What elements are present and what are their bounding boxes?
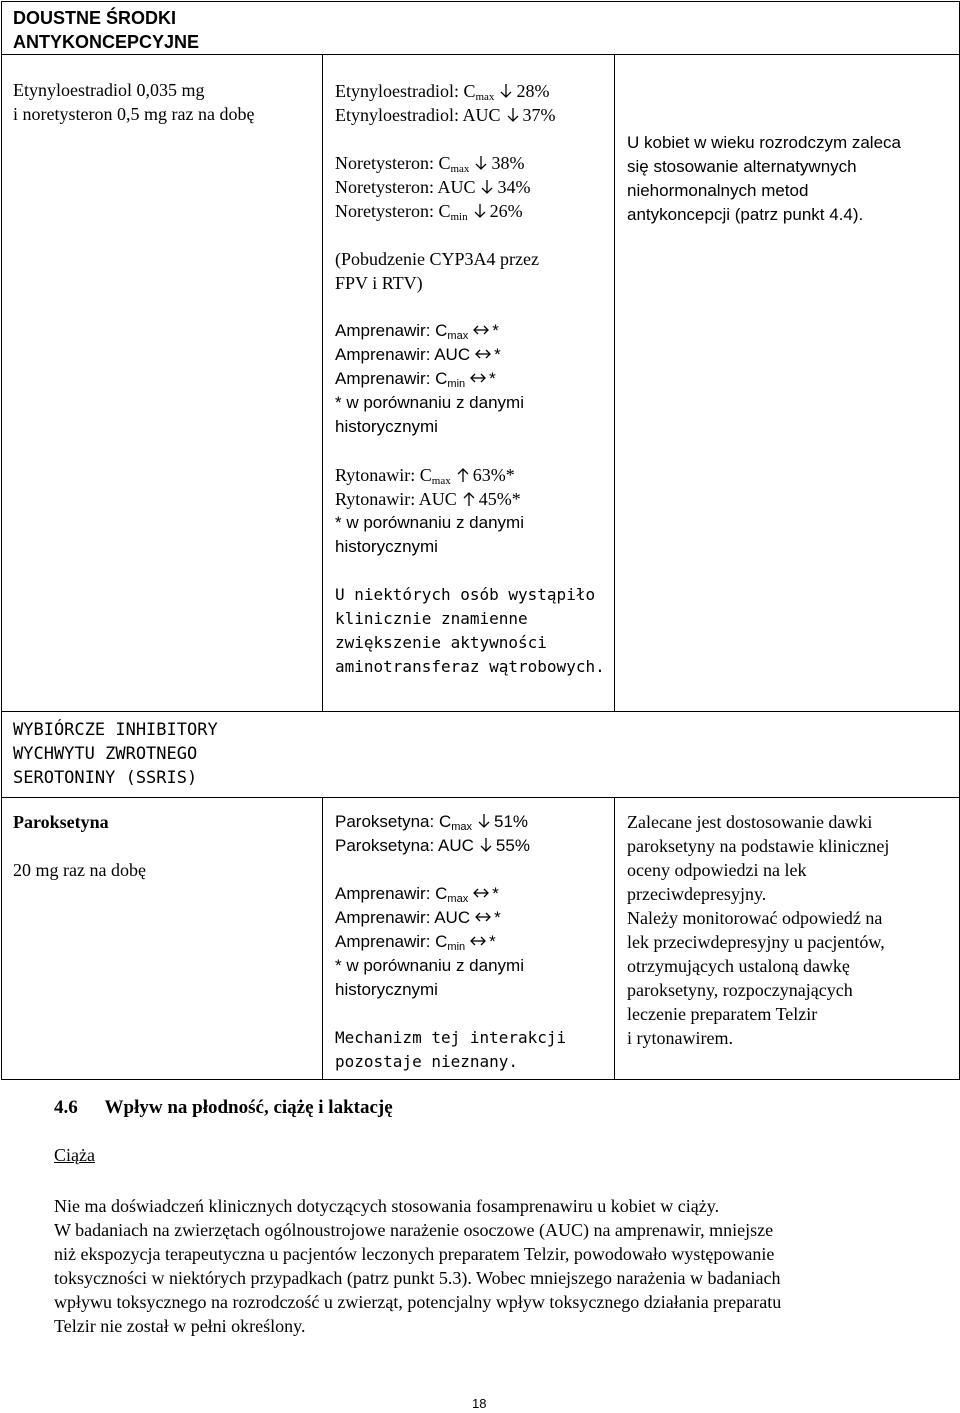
paragraph-line: niż ekspozycja terapeutyczna u pacjentów leczonych preparatem Telzir, powodowało występowanie <box>54 1244 775 1264</box>
drug-name-line: Etynyloestradiol 0,035 mg <box>13 80 205 100</box>
paragraph-line: W badaniach na zwierzętach ogólnoustrojowe narażenie osoczowe (AUC) na amprenawir, mniejsze <box>54 1220 774 1240</box>
recommendation-line: Należy monitorować odpowiedź na <box>627 908 883 928</box>
section-heading-line: DOUSTNE ŚRODKI <box>13 8 177 28</box>
recommendation-line: paroksetyny na podstawie klinicznej <box>627 836 890 856</box>
effect-note: klinicznie znamienne <box>335 609 528 628</box>
table-row-contraceptives <box>2 55 960 712</box>
arrow-down-icon <box>476 813 492 829</box>
effect-note: U niektórych osób wystąpiło <box>335 585 596 604</box>
effect-note: zwiększenie aktywności <box>335 633 547 652</box>
section-title: Wpływ na płodność, ciążę i laktację <box>104 1097 393 1118</box>
arrow-both-icon <box>469 370 487 386</box>
effect-line: Noretysteron: $C_{max}$ 38% <box>335 153 525 175</box>
arrow-up-icon <box>455 467 471 483</box>
drug-dose: 20 mg raz na dobę <box>13 860 146 880</box>
effect-note: aminotransferaz wątrobowych. <box>335 657 605 676</box>
arrow-both-icon <box>474 346 492 362</box>
arrow-both-icon <box>469 933 487 949</box>
effect-note: Mechanizm tej interakcji <box>335 1028 567 1047</box>
effect-line: Amprenawir: AUC * <box>335 908 501 927</box>
arrow-down-icon <box>472 203 488 219</box>
recommendation-line: niehormonalnych metod <box>627 181 809 200</box>
effects-cell <box>323 55 615 712</box>
recommendation-cell <box>615 55 960 712</box>
effect-line: Noretysteron: $C_{min}$ 26% <box>335 201 523 223</box>
recommendation-line: oceny odpowiedzi na lek <box>627 860 807 880</box>
effect-line: Amprenawir: $C_{min}$ * <box>335 932 496 953</box>
recommendation-line: przeciwdepresyjny. <box>627 884 767 904</box>
effect-line: Amprenawir: AUC * <box>335 345 501 364</box>
recommendation-line: U kobiet w wieku rozrodczym zaleca <box>627 133 901 152</box>
arrow-down-icon <box>498 83 514 99</box>
effect-note: historycznymi <box>335 537 438 556</box>
drug-cell <box>2 55 323 712</box>
table-row-paroxetine <box>2 798 960 1080</box>
drug-cell <box>2 798 323 1080</box>
recommendation-line: leczenie preparatem Telzir <box>627 1004 818 1024</box>
section-heading <box>54 1097 393 1119</box>
recommendation-line: się stosowanie alternatywnych <box>627 157 857 176</box>
subheading: Ciąża <box>54 1145 95 1165</box>
arrow-down-icon <box>505 107 521 123</box>
effect-line: Amprenawir: $C_{max}$ * <box>335 321 499 342</box>
recommendation-line: Zalecane jest dostosowanie dawki <box>627 812 873 832</box>
recommendation-line: antykoncepcji (patrz punkt 4.4). <box>627 205 864 224</box>
effect-line: Etynyloestradiol: AUC 37% <box>335 105 556 125</box>
effect-line: Paroksetyna: AUC 55% <box>335 836 530 855</box>
recommendation-cell <box>615 798 960 1080</box>
arrow-down-icon <box>478 837 494 853</box>
paragraph <box>54 1194 781 1338</box>
paragraph-line: toksyczności w niektórych przypadkach (patrz punkt 5.3). Wobec mniejszego narażenia w badaniach <box>54 1268 781 1288</box>
effect-note: * w porównaniu z danymi <box>335 513 524 532</box>
recommendation-line: i rytonawirem. <box>627 1028 733 1048</box>
effect-note: (Pobudzenie CYP3A4 przez <box>335 249 539 269</box>
arrow-down-icon <box>479 179 495 195</box>
interaction-table <box>1 1 960 1080</box>
recommendation-line: otrzymujących ustaloną dawkę <box>627 956 850 976</box>
arrow-both-icon <box>474 909 492 925</box>
section-number: 4.6 <box>54 1097 78 1118</box>
effect-note: * w porównaniu z danymi <box>335 393 524 412</box>
effect-note: FPV i RTV) <box>335 273 423 293</box>
section-heading-line: ANTYKONCEPCYJNE <box>13 32 200 52</box>
effect-line: Rytonawir: $C_{max}$ 63%* <box>335 465 515 487</box>
arrow-down-icon <box>473 155 489 171</box>
effect-line: Amprenawir: $C_{max}$ * <box>335 884 499 905</box>
arrow-both-icon <box>472 885 490 901</box>
page-number: 18 <box>472 1396 487 1411</box>
effect-line: Noretysteron: AUC 34% <box>335 177 531 197</box>
recommendation-line: lek przeciwdepresyjny u pacjentów, <box>627 932 885 952</box>
drug-name-line: i noretysteron 0,5 mg raz na dobę <box>13 104 255 124</box>
arrow-both-icon <box>472 322 490 338</box>
recommendation-line: paroksetyny, rozpoczynających <box>627 980 853 1000</box>
effect-line: Paroksetyna: $C_{max}$ 51% <box>335 812 529 833</box>
arrow-up-icon <box>461 491 477 507</box>
effect-line: Amprenawir: $C_{min}$ * <box>335 369 496 390</box>
effect-note: historycznymi <box>335 980 438 999</box>
paragraph-line: wpływu toksycznego na rozrodczość u zwierząt, potencjalny wpływ toksycznego działania preparatu <box>54 1292 782 1312</box>
effects-cell <box>323 798 615 1080</box>
drug-name: Paroksetyna <box>13 812 109 832</box>
table-row-contraceptives-heading <box>2 2 960 55</box>
effect-note: historycznymi <box>335 417 438 436</box>
effect-line: Etynyloestradiol: $C_{max}$ 28% <box>335 81 550 103</box>
paragraph-line: Telzir nie został w pełni określony. <box>54 1316 306 1336</box>
section-heading-line: SEROTONINY (SSRIS) <box>13 768 198 788</box>
paragraph-line: Nie ma doświadczeń klinicznych dotyczących stosowania fosamprenawiru u kobiet w ciąży. <box>54 1196 720 1216</box>
effect-line: Rytonawir: AUC 45%* <box>335 489 521 509</box>
section-heading-line: WYBIÓRCZE INHIBITORY <box>13 720 218 740</box>
section-heading-cell <box>2 712 960 798</box>
effect-note: pozostaje nieznany. <box>335 1052 519 1071</box>
section-heading-line: WYCHWYTU ZWROTNEGO <box>13 744 198 764</box>
section-heading-cell <box>2 2 960 55</box>
effect-note: * w porównaniu z danymi <box>335 956 524 975</box>
table-row-ssri-heading <box>2 712 960 798</box>
